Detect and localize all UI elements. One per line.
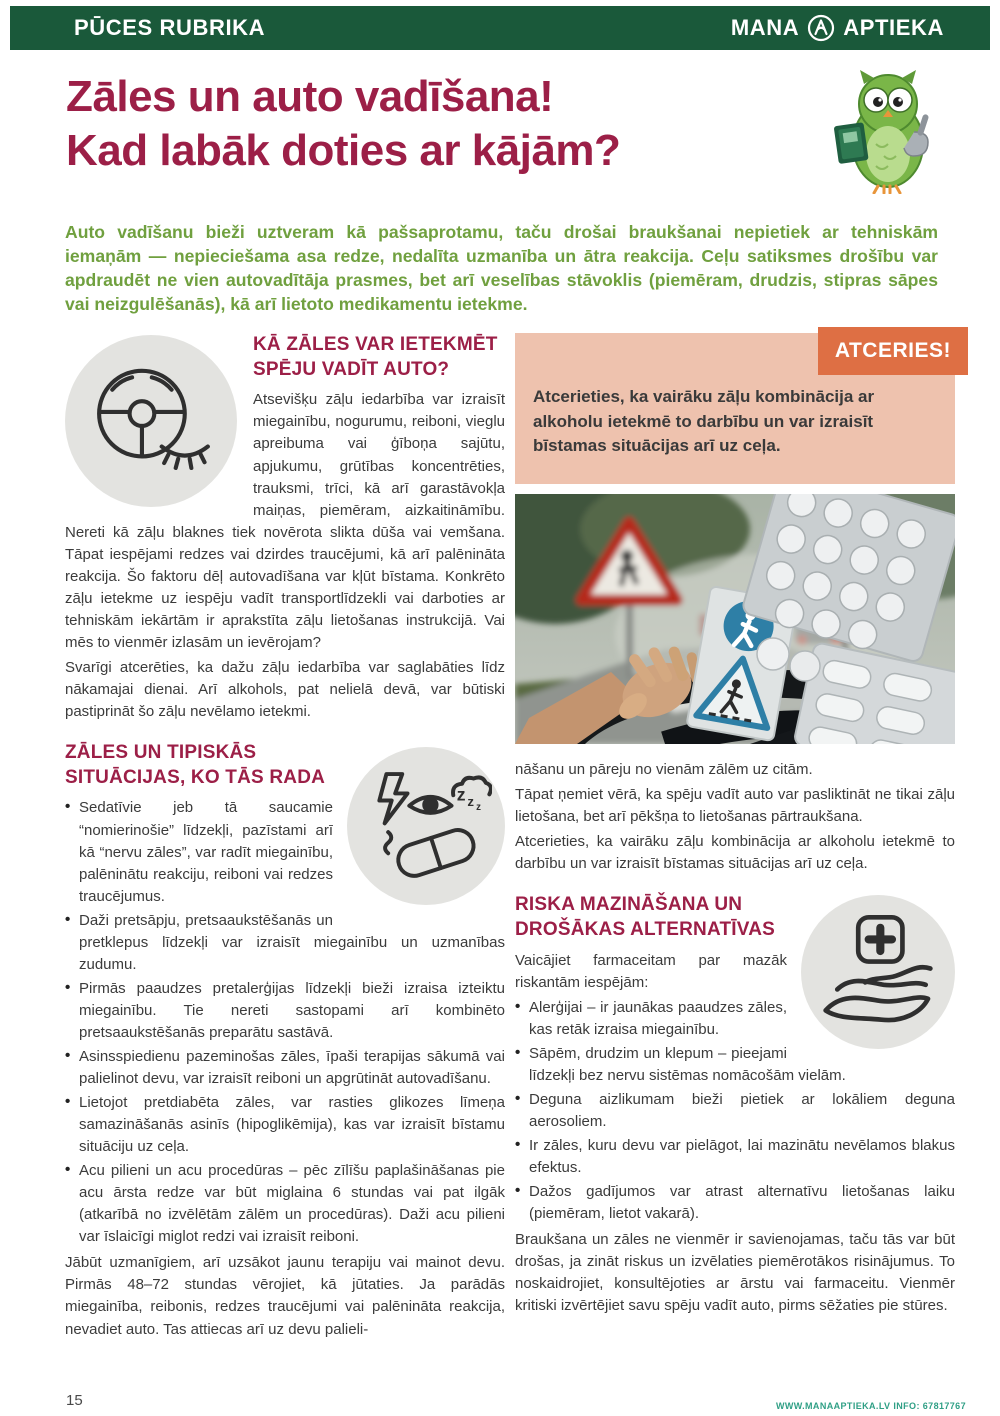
steering-wheel-eye-icon (65, 335, 237, 507)
list-item: • Ir zāles, kuru devu var pielāgot, lai mazinātu nevēlamos blakus efektus. (515, 1135, 955, 1179)
list-item: • Dažos gadījumos var atrast alternatīvu lietošanas laiku (piemēram, lietot vakarā). (515, 1181, 955, 1225)
page-title (66, 70, 620, 177)
driving-photo (515, 494, 955, 744)
section1-paragraph-1: Atsevišķu zāļu iedarbība var izraisīt miegainību, nogurumu, reiboni, vieglu apreibuma vai ģīboņa sajūtu, apjukumu, grūtības koncentrēties, trauksmi, trīci, kā arī garastāvokļa maiņas, piemēram, aizkaitināmību. Nereti kā zāļu blaknes tiek novērota slikta dūša vai vemšana. Tāpat iespējami redzes vai dzirdes traucējumi, kā arī palēnināta reakcija. Šo faktoru dēļ autovadīšana var kļūt bīstama. Konkrēto zāļu ietekme uz iespēju vadīt transportlīdzekli vai darboties ar tehniskām iekārtām ir aprakstīta zāļu lietošanas instrukcijā. Vai mēs to vienmēr izlasām un ievērojam? (65, 391, 505, 651)
remember-badge: ATCERIES! (818, 327, 968, 375)
list-item: • Sedatīvie jeb tā saucamie “nomierinošie” līdzekļi, pazīstami arī kā “nervu zāles”, var radīt miegainību, palēninātu reakciju, reiboni vai redzes traucējumus. (65, 797, 505, 907)
section2-outro: Jābūt uzmanīgiem, arī uzsākot jaunu terapiju vai mainot devu. Pirmās 48–72 stundas vērojiet, kā jūtaties. Ja parādās miegainība, reibonis, redzes traucējumi vai palēnināta reakcija, nevadiet auto. Tas attiecas arī uz devu palieli- (65, 1254, 505, 1338)
after-photo-paragraph: Tāpat ņemiet vērā, ka spēju vadīt auto var pasliktināt ne tikai zāļu lietošana, bet arī pēkšņa to lietošanas pārtraukšana. (515, 785, 955, 826)
after-photo-paragraph: nāšanu un pāreju no vienām zālēm uz citām. (515, 760, 813, 778)
remember-box (515, 333, 955, 484)
owl-book (834, 122, 869, 164)
list-item: • Acu pilieni un acu procedūras – pēc zīlīšu paplašināšanas pie acu ārsta redze var būt miglaina 6 stundas vai pat ilgāk (atkarībā no izvēlētām zālēm un procedūras). Daži acu pilieni var īslaicīgi miglot redzi vai izraisīt reiboni. (65, 1160, 505, 1248)
intro-paragraph: Auto vadīšanu bieži uztveram kā pašsaprotamu, taču drošai braukšanai nepietiek ar tehniskām iemaņām — nepieciešama asa redze, nedalīta uzmanība un ātra reakcija. Ceļu satiksmes drošību var apdraudēt ne vien autovadītāja prasmes, bet arī veselības stāvoklis (piemēram, drudzis, stipras sāpes vai neizgulēšanās), kā arī lietoto medikamentu ietekme. (65, 221, 938, 314)
section-how-medicines-affect (65, 333, 505, 723)
section3-heading: RISKA MAZINĀŠANA UN DROŠĀKAS ALTERNATĪVAS (515, 894, 775, 940)
left-column (65, 333, 505, 1344)
list-item: • Pirmās paaudzes pretalerģijas līdzekļi bieži izraisa izteiktu miegainību. Tie nereti sastopami arī kombinēto pretsaaukstēšanās preparātu sastāvā. (65, 978, 505, 1044)
brand-aptieka: APTIEKA (843, 15, 944, 40)
remember-text: Atcerieties, ka vairāku zāļu kombinācija ar alkoholu ietekmē to darbību un var izraisīt bīstamas situācijas arī uz ceļa. (533, 387, 875, 456)
rubric-title: PŪCES RUBRIKA (74, 15, 266, 40)
list-item: • Asinsspiedienu pazeminošas zāles, īpaši terapijas sākumā vai palielinot devu, var izraisīt reiboni un apgrūtināt autovadīšanu. (65, 1046, 505, 1090)
after-photo-paragraph: Atcerieties, ka vairāku zāļu kombinācija ar alkoholu ietekmē to darbību un var izraisīt bīstamas situācijas arī uz ceļa. (515, 833, 955, 873)
header-bar (10, 6, 990, 50)
svg-text:z: z (456, 784, 466, 805)
section2-heading: ZĀLES UN TIPISKĀS SITUĀCIJAS, KO TĀS RADA (65, 742, 326, 788)
brand-logo (731, 13, 944, 43)
list-item: • Daži pretsāpju, pretsaaukstēšanās un pretklepus līdzekļi var izraisīt miegainību un uzmanības zudumu. (65, 910, 505, 976)
brand-mana: MANA (730, 15, 800, 40)
title-line-2: Kad labāk doties ar kājām? (66, 125, 621, 175)
section3-outro: Braukšana un zāles ne vienmēr ir savienojamas, taču tās var būt drošas, ja zināt riskus un izvēlaties piemērotākos risinājumus. To noskaidrojiet, konsultējoties ar ārstu vai farmaceitu. Vienmēr kritiski izvērtējiet savu spēju vadīt auto, pirms sēžaties pie stūres. (515, 1231, 955, 1315)
section3-bullet-list (515, 997, 955, 1225)
owl-mascot-icon (826, 66, 944, 194)
section-risk-reduction (515, 893, 955, 1317)
section2-bullet-list (65, 797, 505, 1248)
right-column (515, 333, 955, 1320)
list-item: • Deguna aizlikumam bieži pietiek ar lokāliem deguna aerosoliem. (515, 1089, 955, 1133)
circled-a-logo-icon (806, 13, 836, 43)
page-number: 15 (66, 1392, 83, 1409)
section1-paragraph-2: Svarīgi atcerēties, ka dažu zāļu iedarbība var saglabāties līdz nākamajai dienai. Arī alkohols, pat nelielā devā, var būtiski pastiprināt šo zāļu nevēlamo ietekmi. (65, 658, 505, 721)
svg-text:z: z (476, 802, 482, 814)
list-item: • Alerģijai – ir jaunākas paaudzes zāles, kas retāk izraisa miegainību. (515, 997, 955, 1041)
svg-text:z: z (467, 793, 474, 809)
list-item: • Sāpēm, drudzim un klepum – pieejami līdzekļi bez nervu sistēmas nomācošām vielām. (515, 1043, 955, 1087)
section-typical-situations (65, 741, 505, 1341)
list-item: • Lietojot pretdiabēta zāles, var rasties glikozes līmeņa samazināšanās asinīs (hipoglikēmija), kas var izraisīt bīstamu situāciju uz ceļa. (65, 1092, 505, 1158)
section3-lead: Vaicājiet farmaceitam par mazāk riskantām iespējām: (515, 951, 787, 991)
title-line-1: Zāles un auto vadīšana! (66, 72, 554, 121)
section1-heading: KĀ ZĀLES VAR IETEKMĒT SPĒJU VADĪT AUTO? (253, 334, 498, 380)
footer-website: WWW.MANAAPTIEKA.LV INFO: 67817767 (775, 1401, 966, 1411)
